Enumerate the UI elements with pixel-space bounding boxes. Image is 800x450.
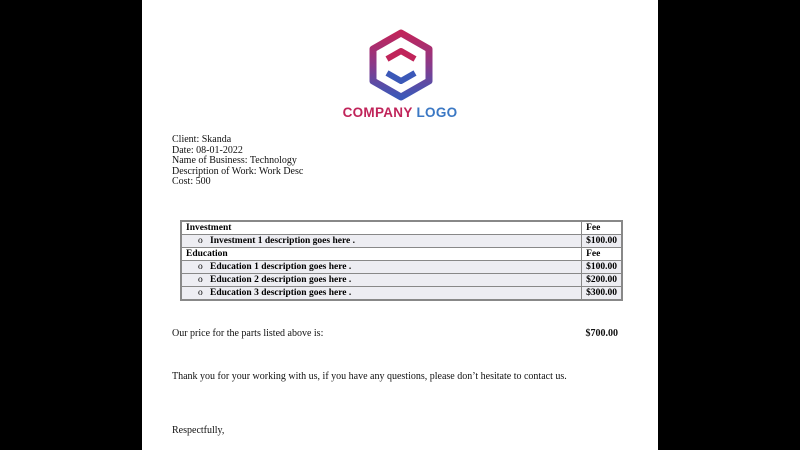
section-title: Investment — [181, 221, 582, 235]
company-logo-text — [142, 105, 658, 120]
company-logo-icon — [367, 29, 435, 101]
price-label: Our price for the parts listed above is: — [172, 328, 324, 339]
price-summary — [172, 328, 618, 339]
table-row — [181, 287, 622, 301]
item-description — [181, 274, 582, 287]
item-description — [181, 287, 582, 301]
document-page — [142, 0, 658, 450]
closing-text: Respectfully, — [172, 425, 225, 436]
table-row — [181, 274, 622, 287]
cost-line: Cost: 500 — [172, 176, 211, 188]
item-description — [181, 261, 582, 274]
item-fee: $200.00 — [582, 274, 622, 287]
item-fee: $100.00 — [582, 235, 622, 248]
thank-you-note: Thank you for your working with us, if you have any questions, please don’t hesitate to contact us. — [172, 371, 567, 382]
item-description-text: Education 1 description goes here . — [210, 262, 352, 272]
section-title: Education — [181, 248, 582, 261]
bullet-marker: o — [198, 262, 203, 272]
item-description-text: Education 3 description goes here . — [210, 288, 352, 298]
price-amount: $700.00 — [585, 328, 618, 339]
table-row — [181, 261, 622, 274]
item-description — [181, 235, 582, 248]
work-description-line: Description of Work: Work Desc — [172, 165, 304, 177]
section-header-row — [181, 221, 622, 235]
bullet-marker: o — [198, 275, 203, 285]
section-header-row — [181, 248, 622, 261]
logo-word-company: COMPANY — [342, 105, 413, 120]
client-line: Client: Skanda — [172, 134, 232, 145]
item-description-text: Investment 1 description goes here . — [210, 236, 355, 246]
bullet-marker: o — [198, 236, 203, 246]
fee-header: Fee — [582, 221, 622, 235]
bullet-marker: o — [198, 288, 203, 298]
business-line: Name of Business: Technology — [172, 155, 297, 167]
table-row — [181, 235, 622, 248]
item-description-text: Education 2 description goes here . — [210, 275, 352, 285]
item-fee: $100.00 — [582, 261, 622, 274]
logo-word-logo: LOGO — [416, 105, 458, 120]
date-line: Date: 08-01-2022 — [172, 144, 243, 156]
client-info — [172, 135, 303, 188]
item-fee: $300.00 — [582, 287, 622, 301]
fee-header: Fee — [582, 248, 622, 261]
fee-table — [180, 220, 623, 301]
